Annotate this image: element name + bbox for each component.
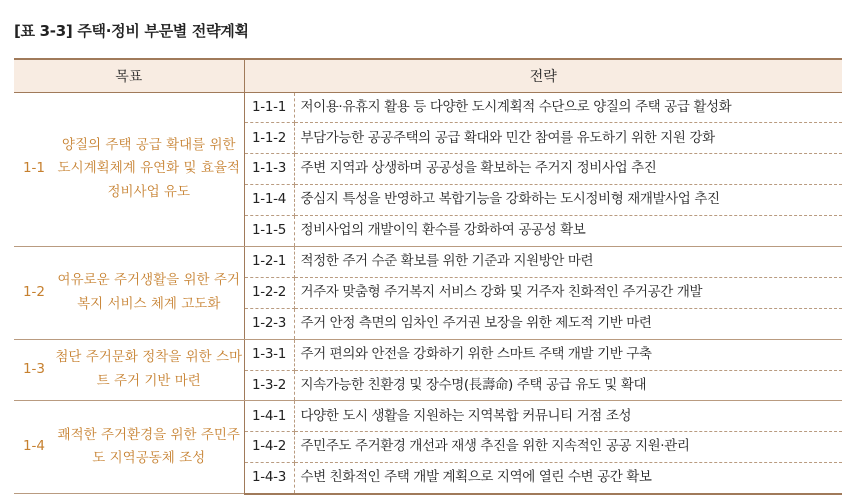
table-row	[14, 246, 842, 277]
goal-text: 쾌적한 주거환경을 위한 주민주도 지역공동체 조성	[54, 401, 244, 494]
table-row	[14, 401, 842, 432]
strategy-code: 1-1-2	[244, 123, 294, 154]
strategy-code: 1-3-2	[244, 370, 294, 401]
strategy-text: 주변 지역과 상생하며 공공성을 확보하는 주거지 정비사업 추진	[294, 154, 842, 185]
strategy-text: 주민주도 주거환경 개선과 재생 추진을 위한 지속적인 공공 지원·관리	[294, 432, 842, 463]
goal-code: 1-2	[14, 246, 54, 339]
strategy-text: 수변 친화적인 주택 개발 계획으로 지역에 열린 수변 공간 확보	[294, 463, 842, 494]
strategy-text: 저이용·유휴지 활용 등 다양한 도시계획적 수단으로 양질의 주택 공급 활성화	[294, 92, 842, 123]
table-row	[14, 92, 842, 123]
goal-code: 1-3	[14, 339, 54, 401]
strategy-text: 거주자 맞춤형 주거복지 서비스 강화 및 거주자 친화적인 주거공간 개발	[294, 277, 842, 308]
strategy-text: 정비사업의 개발이익 환수를 강화하여 공공성 확보	[294, 216, 842, 247]
header-goal: 목표	[14, 59, 244, 92]
goal-text: 첨단 주거문화 정착을 위한 스마트 주거 기반 마련	[54, 339, 244, 401]
strategy-code: 1-1-5	[244, 216, 294, 247]
strategy-text: 지속가능한 친환경 및 장수명(長壽命) 주택 공급 유도 및 확대	[294, 370, 842, 401]
goal-code: 1-1	[14, 92, 54, 246]
table-caption: [표 3-3] 주택·정비 부문별 전략계획	[14, 22, 249, 40]
strategy-text: 부담가능한 공공주택의 공급 확대와 민간 참여를 유도하기 위한 지원 강화	[294, 123, 842, 154]
strategy-text: 주거 편의와 안전을 강화하기 위한 스마트 주택 개발 기반 구축	[294, 339, 842, 370]
goal-text: 양질의 주택 공급 확대를 위한 도시계획체계 유연화 및 효율적 정비사업 유도	[54, 92, 244, 246]
strategy-code: 1-2-2	[244, 277, 294, 308]
strategy-code: 1-1-4	[244, 185, 294, 216]
strategy-code: 1-3-1	[244, 339, 294, 370]
strategy-code: 1-1-1	[244, 92, 294, 123]
strategy-text: 주거 안정 측면의 임차인 주거권 보장을 위한 제도적 기반 마련	[294, 308, 842, 339]
strategy-text: 다양한 도시 생활을 지원하는 지역복합 커뮤니티 거점 조성	[294, 401, 842, 432]
strategy-text: 중심지 특성을 반영하고 복합기능을 강화하는 도시정비형 재개발사업 추진	[294, 185, 842, 216]
goal-text: 여유로운 주거생활을 위한 주거복지 서비스 체계 고도화	[54, 246, 244, 339]
strategy-code: 1-4-1	[244, 401, 294, 432]
table-row	[14, 339, 842, 370]
header-row	[14, 59, 842, 92]
strategy-text: 적정한 주거 수준 확보를 위한 기준과 지원방안 마련	[294, 246, 842, 277]
strategy-code: 1-2-1	[244, 246, 294, 277]
strategy-code: 1-2-3	[244, 308, 294, 339]
header-strategy: 전략	[244, 59, 842, 92]
goal-code: 1-4	[14, 401, 54, 494]
strategy-code: 1-1-3	[244, 154, 294, 185]
strategy-code: 1-4-3	[244, 463, 294, 494]
strategy-code: 1-4-2	[244, 432, 294, 463]
strategy-table	[14, 58, 842, 495]
